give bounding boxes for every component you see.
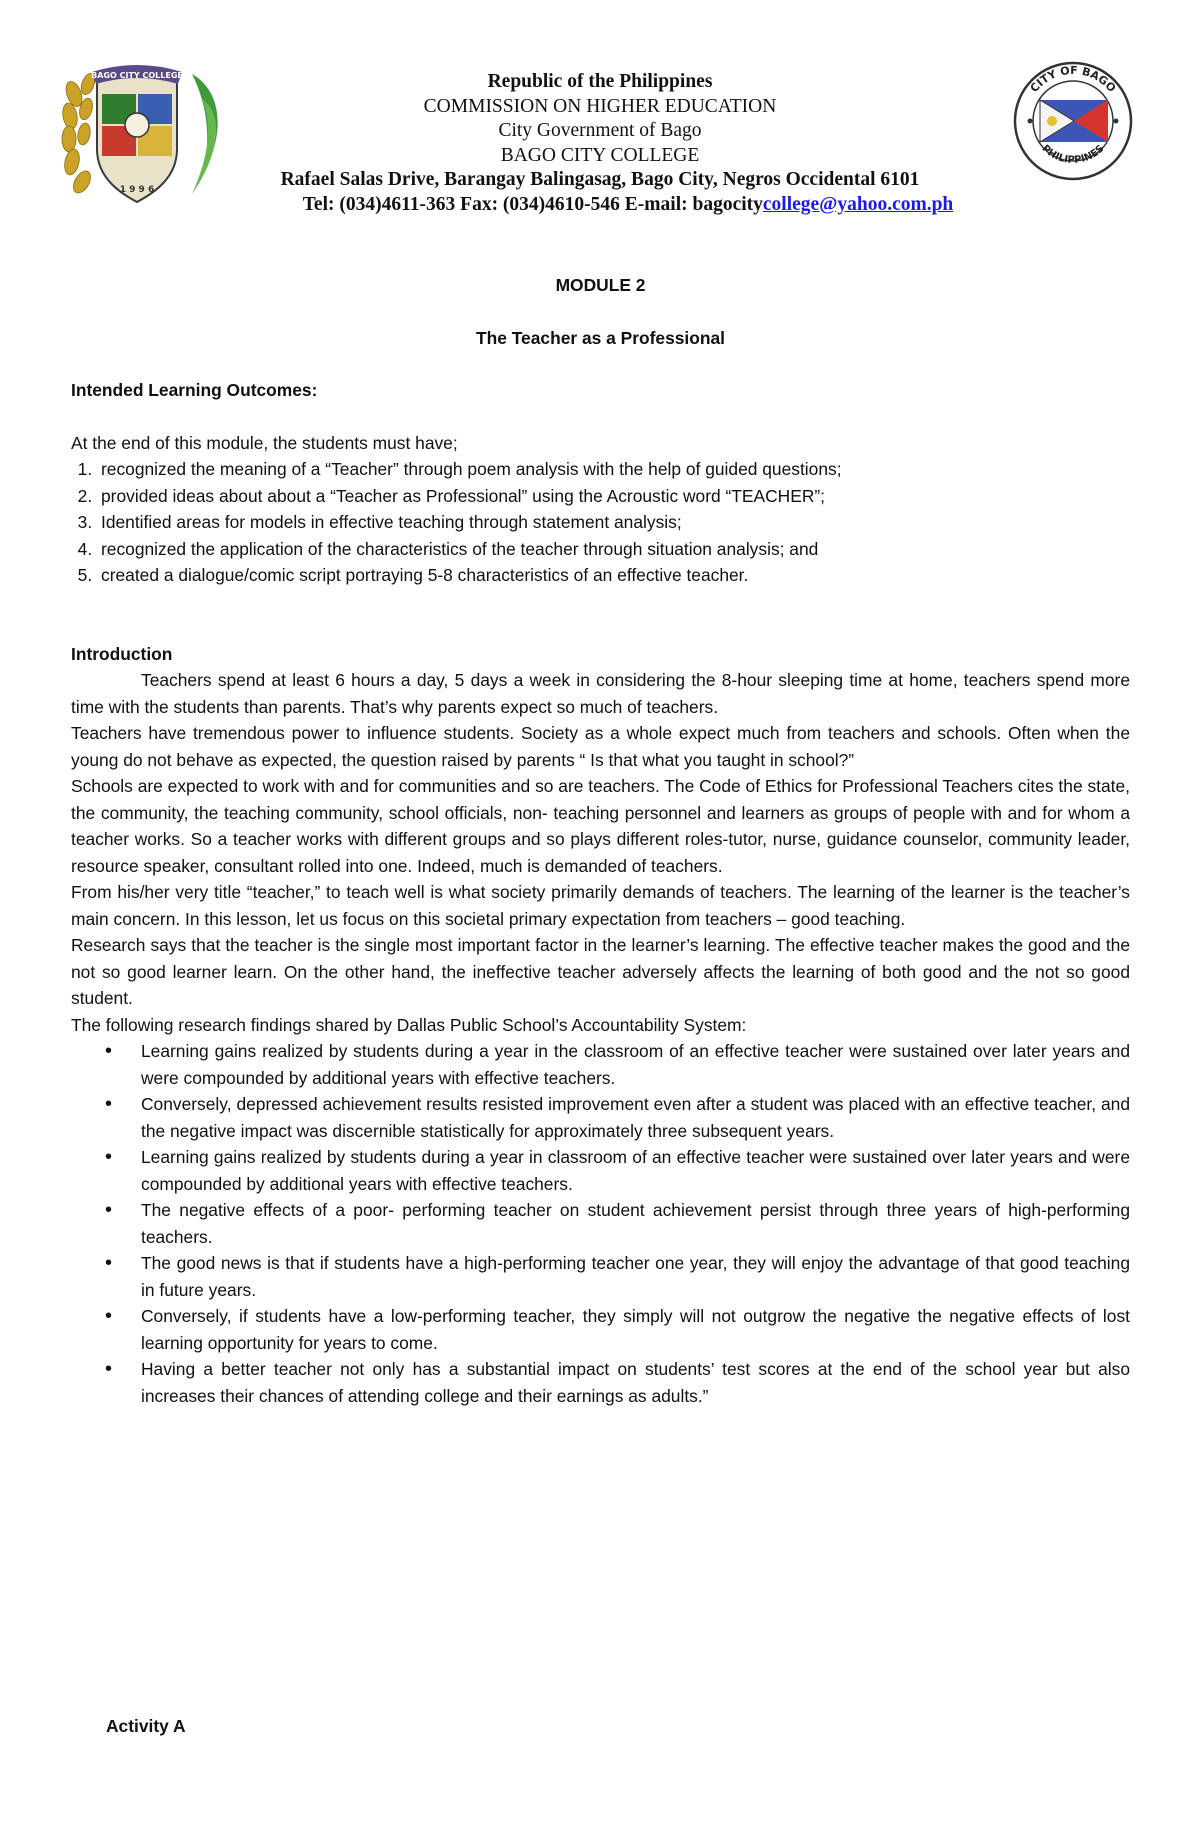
contact-prefix: Tel: (034)4611-363 Fax: (034)4610-546 E-mail: bagocity bbox=[302, 193, 763, 215]
email-link[interactable]: college@yahoo.com.ph bbox=[762, 193, 954, 215]
finding-item: • The good news is that if students have a high-performing teacher one year, they will enjoy the advantage of that good teaching in future years. bbox=[141, 1250, 1130, 1303]
module-title: The Teacher as a Professional bbox=[475, 327, 726, 348]
intro-paragraph: Teachers spend at least 6 hours a day, 5 days a week in considering the 8-hour sleeping time at home, teachers spend more time with the students than parents. That’s why parents expect so much of teachers. bbox=[71, 670, 1130, 717]
outcome-item: 1. recognized the meaning of a “Teacher” through poem analysis with the help of guided questions; bbox=[97, 456, 1130, 483]
research-findings-list bbox=[71, 1038, 1130, 1409]
outcomes-lead: At the end of this module, the students must have; bbox=[71, 432, 458, 453]
outcome-item: 3. Identified areas for models in effective teaching through statement analysis; bbox=[97, 509, 1130, 536]
letterhead-text bbox=[250, 70, 954, 217]
intro-paragraph: Teachers have tremendous power to influence students. Society as a whole expect much from teachers and schools. Often when the young do not behave as expected, the question raised by parents “ Is that what you taught in school?” bbox=[71, 723, 1130, 770]
finding-item: • Conversely, depressed achievement results resisted improvement even after a student was placed with an effective teacher, and the negative impact was discernible statistically for approximately three subsequent years. bbox=[141, 1091, 1130, 1144]
outcome-item: 5. created a dialogue/comic script portraying 5-8 characteristics of an effective teacher. bbox=[97, 562, 1130, 589]
seal-ribbon-text: BAGO CITY COLLEGE bbox=[91, 71, 183, 80]
finding-item: • The negative effects of a poor- performing teacher on student achievement persist through three years of high-performing teachers. bbox=[141, 1197, 1130, 1250]
intro-paragraph: From his/her very title “teacher,” to teach well is what society primarily demands of teachers. The learning of the learner is the teacher’s main concern. In this lesson, let us focus on this societal primary expectation from teachers – good teaching. bbox=[71, 882, 1130, 929]
city-of-bago-seal-logo bbox=[1012, 60, 1134, 182]
module-content bbox=[71, 272, 1130, 1409]
finding-item: • Conversely, if students have a low-performing teacher, they simply will not outgrow the negative the negative effects of lost learning opportunity for years to come. bbox=[141, 1303, 1130, 1356]
contact-line bbox=[278, 193, 978, 218]
republic-line: Republic of the Philippines bbox=[487, 71, 713, 92]
outcomes-list bbox=[71, 456, 1130, 589]
intro-paragraph: Schools are expected to work with and for communities and so are teachers. The Code of Ethics for Professional Teachers cites the state, the community, the teaching community, school officials, non- teaching personnel and learners as groups of people with and for whom a teacher works. So a teacher works with different groups and so plays different roles-tutor, nurse, guidance counselor, community leader, resource speaker, consultant rolled into one. Indeed, much is demanded of teachers. bbox=[71, 776, 1130, 876]
college-seal-logo bbox=[52, 54, 222, 214]
seal-year-text: 1 9 9 6 bbox=[119, 185, 155, 195]
introduction-heading: Introduction bbox=[71, 643, 173, 664]
finding-item: • Learning gains realized by students during a year in the classroom of an effective teacher were sustained over later years and were compounded by additional years with effective teachers. bbox=[141, 1038, 1130, 1091]
intro-paragraph: The following research findings shared by Dallas Public School’s Accountability System: bbox=[71, 1014, 747, 1035]
ched-line: COMMISSION ON HIGHER EDUCATION bbox=[423, 95, 777, 117]
address-line: Rafael Salas Drive, Barangay Balingasag, Bago City, Negros Occidental 6101 bbox=[280, 169, 920, 190]
outcome-item: 2. provided ideas about about a “Teacher as Professional” using the Acroustic word “TEACHER”; bbox=[97, 483, 1130, 510]
activity-heading: Activity A bbox=[106, 1716, 186, 1736]
city-government-line: City Government of Bago bbox=[498, 120, 702, 141]
outcome-item: 4. recognized the application of the characteristics of the teacher through situation analysis; and bbox=[97, 536, 1130, 563]
letterhead bbox=[0, 40, 1200, 240]
module-number: MODULE 2 bbox=[555, 275, 646, 295]
seal-bottom-text: PHILIPPINES bbox=[1039, 143, 1107, 167]
college-name-line: BAGO CITY COLLEGE bbox=[500, 144, 700, 166]
finding-item: • Having a better teacher not only has a substantial impact on students’ test scores at the end of the school year but also increases their chances of attending college and their earnings as adults.” bbox=[141, 1356, 1130, 1409]
outcomes-heading: Intended Learning Outcomes: bbox=[71, 380, 318, 400]
intro-paragraph: Research says that the teacher is the single most important factor in the learner’s learning. The effective teacher makes the good and the not so good learner learn. On the other hand, the ineffective teacher adversely affects the learning of both good and the not so good student. bbox=[71, 935, 1130, 1008]
finding-item: • Learning gains realized by students during a year in classroom of an effective teacher were sustained over later years and were compounded by additional years with effective teachers. bbox=[141, 1144, 1130, 1197]
seal-top-text: CITY OF BAGO bbox=[1027, 63, 1119, 95]
